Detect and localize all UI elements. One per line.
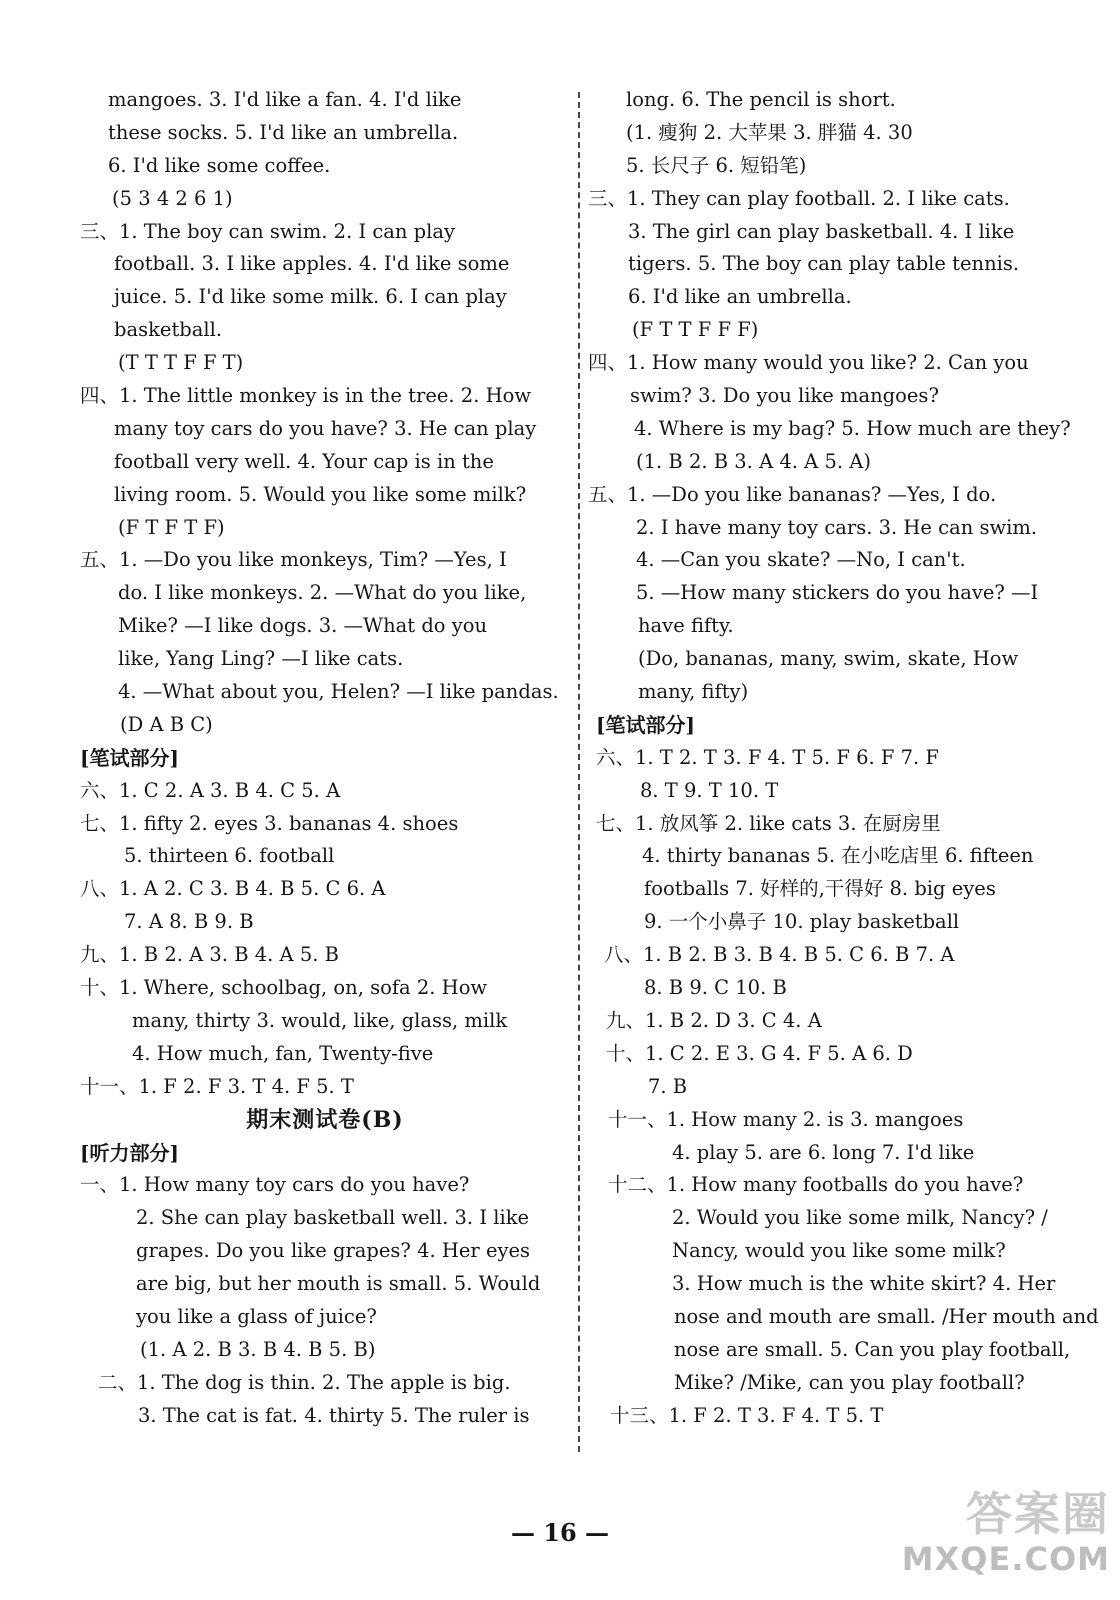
answer-line: 八、1. B 2. B 3. B 4. B 5. C 6. B 7. A bbox=[604, 943, 955, 967]
answer-line: football. 3. I like apples. 4. I'd like some bbox=[114, 252, 510, 276]
answer-line: 九、1. B 2. A 3. B 4. A 5. B bbox=[80, 943, 339, 967]
answer-line: nose and mouth are small. /Her mouth and bbox=[674, 1304, 1099, 1328]
answer-line: grapes. Do you like grapes? 4. Her eyes bbox=[136, 1239, 531, 1263]
answer-line: (1. 瘦狗 2. 大苹果 3. 胖猫 4. 30 bbox=[626, 120, 913, 144]
answer-line: 五、1. —Do you like monkeys, Tim? —Yes, I bbox=[80, 548, 507, 572]
answer-line: are big, but her mouth is small. 5. Would bbox=[136, 1272, 541, 1296]
answer-line: 6. I'd like some coffee. bbox=[108, 153, 331, 177]
answer-line: (D A B C) bbox=[120, 712, 213, 736]
answer-line: 8. B 9. C 10. B bbox=[644, 976, 787, 1000]
answer-line: 4. How much, fan, Twenty-five bbox=[132, 1041, 434, 1065]
answer-line: footballs 7. 好样的,干得好 8. big eyes bbox=[644, 877, 996, 901]
answer-line: 7. A 8. B 9. B bbox=[124, 910, 254, 934]
answer-line: 十三、1. F 2. T 3. F 4. T 5. T bbox=[610, 1403, 884, 1427]
answer-line: 3. The girl can play basketball. 4. I like bbox=[628, 219, 1015, 243]
answer-line: (T T T F F T) bbox=[118, 351, 244, 375]
test-title: 期末测试卷(B) bbox=[246, 1106, 404, 1133]
answer-line: basketball. bbox=[114, 318, 223, 342]
answer-line: (Do, bananas, many, swim, skate, How bbox=[638, 647, 1019, 671]
answer-line: 二、1. The dog is thin. 2. The apple is big. bbox=[98, 1370, 511, 1394]
watermark-url: MXQE.COM bbox=[901, 1540, 1110, 1578]
answer-line: 十二、1. How many footballs do you have? bbox=[608, 1173, 1024, 1197]
section-heading: [听力部分] bbox=[80, 1140, 179, 1165]
answer-line: 2. She can play basketball well. 3. I like bbox=[136, 1206, 530, 1230]
answer-line: football very well. 4. Your cap is in the bbox=[114, 449, 494, 473]
watermark-logo bbox=[900, 1488, 1110, 1600]
answer-line: 十一、1. How many 2. is 3. mangoes bbox=[608, 1107, 964, 1131]
answer-line: Mike? —I like dogs. 3. —What do you bbox=[118, 614, 488, 638]
answer-line: 七、1. 放风筝 2. like cats 3. 在厨房里 bbox=[596, 811, 941, 835]
answer-line: (1. A 2. B 3. B 4. B 5. B) bbox=[140, 1337, 376, 1361]
answer-line: tigers. 5. The boy can play table tennis. bbox=[628, 252, 1020, 276]
answer-line: 四、1. The little monkey is in the tree. 2. How bbox=[80, 384, 532, 408]
answer-line: 4. Where is my bag? 5. How much are they? bbox=[634, 416, 1071, 440]
column-divider bbox=[578, 92, 580, 1452]
section-heading: [笔试部分] bbox=[596, 712, 695, 737]
answer-line: 三、1. They can play football. 2. I like cats. bbox=[588, 186, 1010, 210]
page-number: — 16 — bbox=[510, 1518, 610, 1547]
answer-line: Nancy, would you like some milk? bbox=[672, 1239, 1006, 1263]
answer-line: 5. thirteen 6. football bbox=[124, 844, 335, 868]
answer-line: (5 3 4 2 6 1) bbox=[112, 186, 233, 210]
answer-line: 3. How much is the white skirt? 4. Her bbox=[672, 1272, 1056, 1296]
answer-line: many, thirty 3. would, like, glass, milk bbox=[132, 1008, 508, 1032]
answer-line: 2. Would you like some milk, Nancy? / bbox=[672, 1206, 1048, 1230]
left-column bbox=[80, 84, 570, 1433]
answer-line: (F T T F F F) bbox=[632, 318, 759, 342]
answer-line: nose are small. 5. Can you play football, bbox=[674, 1337, 1071, 1361]
answer-line: 7. B bbox=[648, 1074, 688, 1098]
right-column bbox=[588, 84, 1108, 1433]
answer-line: 四、1. How many would you like? 2. Can you bbox=[588, 351, 1029, 375]
section-heading: [笔试部分] bbox=[80, 745, 179, 770]
answer-line: 一、1. How many toy cars do you have? bbox=[80, 1173, 470, 1197]
answer-line: like, Yang Ling? —I like cats. bbox=[118, 647, 404, 671]
answer-line: juice. 5. I'd like some milk. 6. I can play bbox=[114, 285, 507, 309]
answer-line: 3. The cat is fat. 4. thirty 5. The ruler is bbox=[138, 1403, 530, 1427]
answer-line: 4. play 5. are 6. long 7. I'd like bbox=[672, 1140, 975, 1164]
answer-line: these socks. 5. I'd like an umbrella. bbox=[108, 120, 459, 144]
answer-line: 6. I'd like an umbrella. bbox=[628, 285, 852, 309]
answer-line: (1. B 2. B 3. A 4. A 5. A) bbox=[636, 449, 871, 473]
answer-line: 十、1. C 2. E 3. G 4. F 5. A 6. D bbox=[606, 1041, 913, 1065]
answer-line: 八、1. A 2. C 3. B 4. B 5. C 6. A bbox=[80, 877, 386, 901]
answer-line: 五、1. —Do you like bananas? —Yes, I do. bbox=[588, 482, 997, 506]
answer-line: 4. —Can you skate? —No, I can't. bbox=[636, 548, 966, 572]
answer-line: have fifty. bbox=[638, 614, 734, 638]
answer-line: Mike? /Mike, can you play football? bbox=[674, 1370, 1025, 1394]
answer-line: 三、1. The boy can swim. 2. I can play bbox=[80, 219, 456, 243]
answer-line: 六、1. T 2. T 3. F 4. T 5. F 6. F 7. F bbox=[596, 745, 939, 769]
answer-line: 十一、1. F 2. F 3. T 4. F 5. T bbox=[80, 1074, 354, 1098]
answer-line: 5. —How many stickers do you have? —I bbox=[636, 581, 1039, 605]
answer-line: 六、1. C 2. A 3. B 4. C 5. A bbox=[80, 778, 341, 802]
watermark-text: 答案圈 bbox=[966, 1487, 1110, 1541]
answer-line: long. 6. The pencil is short. bbox=[626, 88, 896, 111]
answer-line: 十、1. Where, schoolbag, on, sofa 2. How bbox=[80, 976, 488, 1000]
answer-line: 4. —What about you, Helen? —I like pandas. bbox=[118, 680, 559, 704]
answer-line: you like a glass of juice? bbox=[136, 1304, 377, 1328]
answer-line: (F T F T F) bbox=[118, 515, 225, 539]
answer-line: 2. I have many toy cars. 3. He can swim. bbox=[636, 515, 1038, 539]
answer-line: living room. 5. Would you like some milk? bbox=[114, 482, 527, 506]
answer-line: 4. thirty bananas 5. 在小吃店里 6. fifteen bbox=[642, 844, 1034, 868]
answer-line: mangoes. 3. I'd like a fan. 4. I'd like bbox=[108, 88, 462, 111]
answer-line: 8. T 9. T 10. T bbox=[640, 778, 779, 802]
answer-line: 九、1. B 2. D 3. C 4. A bbox=[606, 1008, 822, 1032]
answer-line: many, fifty) bbox=[638, 680, 749, 704]
answer-line: 七、1. fifty 2. eyes 3. bananas 4. shoes bbox=[80, 811, 459, 835]
answer-line: do. I like monkeys. 2. —What do you like, bbox=[118, 581, 527, 605]
answer-line: many toy cars do you have? 3. He can play bbox=[114, 416, 537, 440]
answer-line: 9. 一个小鼻子 10. play basketball bbox=[644, 910, 960, 934]
answer-line: 5. 长尺子 6. 短铅笔) bbox=[626, 153, 807, 177]
answer-line: swim? 3. Do you like mangoes? bbox=[630, 384, 939, 408]
